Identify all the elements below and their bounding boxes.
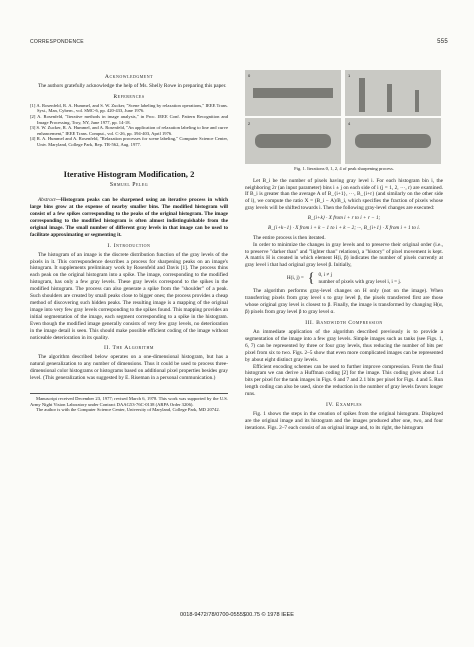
panel-label: 2 [248,121,251,126]
reference-item: [4] R. A. Hummel and A. Rosenfeld, "Relaxation processes for scene labeling," Computer Science Center, Univ. Maryland, College Park, Rep. TR-562, Aug. 1977. [30,136,228,147]
copyright-footer: 0018-9472/78/0700-0555$00.75 © 1978 IEEE [180,612,294,618]
panel-label: 4 [348,121,351,126]
footnote [30,393,228,413]
right-column [245,70,443,432]
footnote-manuscript: Manuscript received December 23, 1977; revised March 6, 1978. This work was supported by the U.S. Army Night Vision Laboratory under Contract DAAG53-76C-0138 (ARPA Order 3206). [30,395,228,407]
examples-heading: IV. Examples [325,402,363,409]
examples-paragraph: Fig. 1 shows the steps in the creation of spikes from the original histogram. Displayed are the original image and its histogram and the images produced after one, two, and four iterations. Figs. 2–7 each consist of an original image and, to its right, the histogram [245,410,443,431]
matrix-row: 0, i ≠ j [318,272,333,279]
formula-2: B_{i+k−1} · X from i + k − 1 to i + k − 2; ···, B_{i+1} · X from i + 1 to i. [268,224,420,231]
intro-paragraph: The histogram of an image is the discrete distribution function of the gray levels of the pixels in it. This correspondence describes a process for sharpening peaks on an image's histogram. It supplements preliminary work by Rosenfeld and Davis [1]. The process thins each peak on the original histogram into a spike. The image, corresponding to the modified histogram, has only a few gray levels. These gray levels correspond to the spikes in the modified histogram. The process can also generate a spike from the "shoulder" of a peak. Such shoulders are created by small peaks close to bigger ones; the process provides a cheap method of discovering such hidden peaks. The resulting image is a mapping of the original image into very few gray levels corresponding to the spikes found. This mapping provides an initial segmentation of the image, each segment corresponding to a spike in the histogram. Even though the modified image generally consists of very few gray levels, no deterioration in the image detail is seen. This should make possible efficient coding of the image without noticeable deterioration in its quality. [30,251,228,341]
references-heading: References [113,93,145,100]
figure-panel-iteration-2 [245,118,341,164]
acknowledgment-heading: Acknowledgment [104,74,154,80]
figure-panel-iteration-0 [245,70,341,116]
algorithm-paragraph-2: Let B_i be the number of pixels having gray level i. For each histogram bin i, the neighboring 2r (an input parameter) bins i ± j on each side of i (j = 1, 2, ···, r) are examined. If B_i is greater than the average A of B_{i+1}, ···, B_{i+r} (and similarly on the other side of i), we compute the ratio X = (B_i − A)/B_i, which specifies the fraction of pixels whose gray levels will be shifted towards i. Then the following gray-level changes are executed: [245,177,443,212]
figure-panel-iteration-1 [345,70,441,116]
matrix-lhs: H(i, j) = [286,275,304,282]
h-matrix-definition [245,272,443,285]
footnote-affiliation: The author is with the Computer Science Center, University of Maryland, College Park, MD 20742. [36,407,220,413]
reference-item: [2] A. Rosenfeld, "Iterative methods in image analysis," in Proc. IEEE Conf. Pattern Recognition and Image Processing, Troy, NY, June 1977, pp. 14-18. [30,113,228,125]
bandwidth-paragraph: An immediate application of the algorithm described previously is to provide a segmentation of the image into a few gray levels. Simple images such as tanks (see Figs. 1, 6, 7) can be represented by three or four gray levels, thus reducing the number of bits per pixel from six to two. Figs. 2–5 show that even more complicated images can be represented by about eight distinct gray levels. [245,328,443,363]
encoding-paragraph: Efficient encoding schemes can be used to further improve compression. From the final histogram we can derive a Huffman coding [2] for the image. This coding gives about 1.4 bits per pixel for the tank images in Figs. 6 and 7 and 2.1 bits per pixel for Figs. 4 and 5. Run length coding can also be used, since the reduction in the number of gray levels favors longer runs. [245,363,443,398]
article-title: Iterative Histogram Modification, 2 [63,169,195,180]
left-column [30,70,228,413]
reference-item: [1] A. Rosenfeld, R. A. Hummel, and S. W. Zucker, "Scene labeling by relaxation operations," IEEE Trans. Syst., Man, Cybern., vol. SMC-6, pp. 420-433, June 1976. [30,102,228,114]
transfer-paragraph: The algorithm performs gray-level changes on H only (not on the image). When transferring pixels from gray level s to gray level β, the pixels transferred first are those whose original gray level is closest to β. Finally, the image is transformed by changing H(α, β) pixels from gray level β to gray level α. [245,288,443,316]
brace-glyph: { [307,270,315,286]
acknowledgment-text: The authors gratefully acknowledge the help of Ms. Shelly Rowe in preparing this paper. [38,82,227,89]
algorithm-paragraph: The algorithm described below operates on a one-dimensional histogram, but has a natural generalization to any number of dimensions. Thus it could be used to process three-dimensional color histograms or histograms based on additional pixel properties besides gray level. (This generalization was suggested by E. Riseman in a personal communication.) [30,354,228,382]
reference-list [30,103,228,148]
page-number: 555 [437,39,448,45]
panel-label: 1 [348,73,351,78]
reference-item: [3] S. W. Zucker, R. A. Hummel, and A. Rosenfeld, "An application of relaxation labeling to line and curve enhancement," IEEE Trans. Comput., vol. C-26, pp. 394-403, April 1976. [30,125,228,136]
intro-heading: I. Introduction [107,242,151,249]
iterate-paragraph: The entire process is then iterated. [253,234,326,241]
panel-label: 0 [248,73,251,78]
abstract-label: Abstract [38,197,56,204]
running-header: CORRESPONDENCE [30,39,84,45]
figure-caption: Fig. 1. Iterations 0, 1, 2, 4 of peak sharpening process. [294,166,394,171]
formula-1: B_{i+k} · X from i + r to i + r − 1; [307,215,381,222]
figure-panel-iteration-4 [345,118,441,164]
algorithm-heading: II. The Algorithm [104,345,154,352]
bandwidth-heading: III. Bandwidth Compression [305,320,383,327]
article-author: Shmuel Peleg [109,182,149,189]
abstract-text: —Histogram peaks can be sharpened using an iterative process in which large bins grow at the expense of nearby smaller bins. The modified histogram will consist of a few spikes corresponding to the peaks of the original histogram. The image corresponding to the modified histogram is often almost indistinguishable from the original image. The small number of different gray levels in that image can be used to facilitate approximating or segmenting it. [30,197,228,238]
history-paragraph: In order to minimize the changes in gray levels and to preserve their original order (i.e., to preserve "darker than" and "lighter than" relations), a "history" of pixel movement is kept. A matrix H is created in which element H(i, β) indicates the number of pixels currently at gray level i that had original gray level β. Initially, [245,241,443,269]
abstract [30,197,228,238]
figure-1 [245,70,443,164]
matrix-row: number of pixels with gray level i, i = j. [318,278,402,285]
